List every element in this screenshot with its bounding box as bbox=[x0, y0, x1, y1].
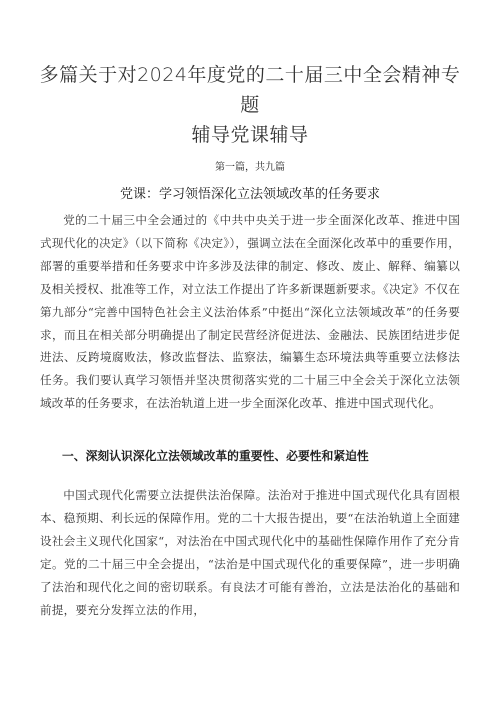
title-line-2: 辅导党课辅导 bbox=[191, 124, 309, 146]
section-paragraph: 中国式现代化需要立法提供法治保障。法治对于推进中国式现代化具有固根本、稳预期、利长远的保障作用。党的二十大报告提出，要“在法治轨道上全面建设社会主义现代化国家“，对法治在中国式现代化中的基础性保障作用作了充分肯定。党的二十届三中全会提出，“法治是中国式现代化的重要保障”，进一步明确了法治和现代化之间的密切联系。有良法才可能有善治，立法是法治化的基础和前提，要充分发挥立法的作用， bbox=[40, 488, 460, 617]
document-title bbox=[30, 60, 470, 150]
section-heading: 一、深刻认识深化立法领域改革的重要性、必要性和紧迫性 bbox=[62, 449, 369, 463]
title-line-1: 多篇关于对2024年度党的二十届三中全会精神专题 bbox=[39, 64, 461, 116]
intro-paragraph: 党的二十届三中全会通过的《中共中央关于进一步全面深化改革、推进中国式现代化的决定》（以下简称《决定》），强调立法在全面深化改革中的重要作用，部署的重要举措和任务要求中许多涉及法律的制定、修改、废止、解释、编纂以及相关授权、批准等工作，对立法工作提出了许多新课题新要求。《决定》不仅在第九部分“完善中国特色社会主义法治体系”中挺出“深化立法领域改革”的任务要求，而且在相关部分明确提出了制定民营经济促进法、金融法、民族团结进步促进法、反跨境腐败法，修改监督法、监察法，编纂生态环境法典等重要立法修法任务。我们要认真学习领悟并坚决贯彻落实党的二十届三中全会关于深化立法领域改革的任务要求，在法治轨道上进一步全面深化改革、推进中国式现代化。 bbox=[40, 213, 460, 411]
part-label: 第一篇，共九篇 bbox=[215, 162, 285, 173]
lesson-title: 党课：学习领悟深化立法领域改革的任务要求 bbox=[119, 187, 380, 202]
